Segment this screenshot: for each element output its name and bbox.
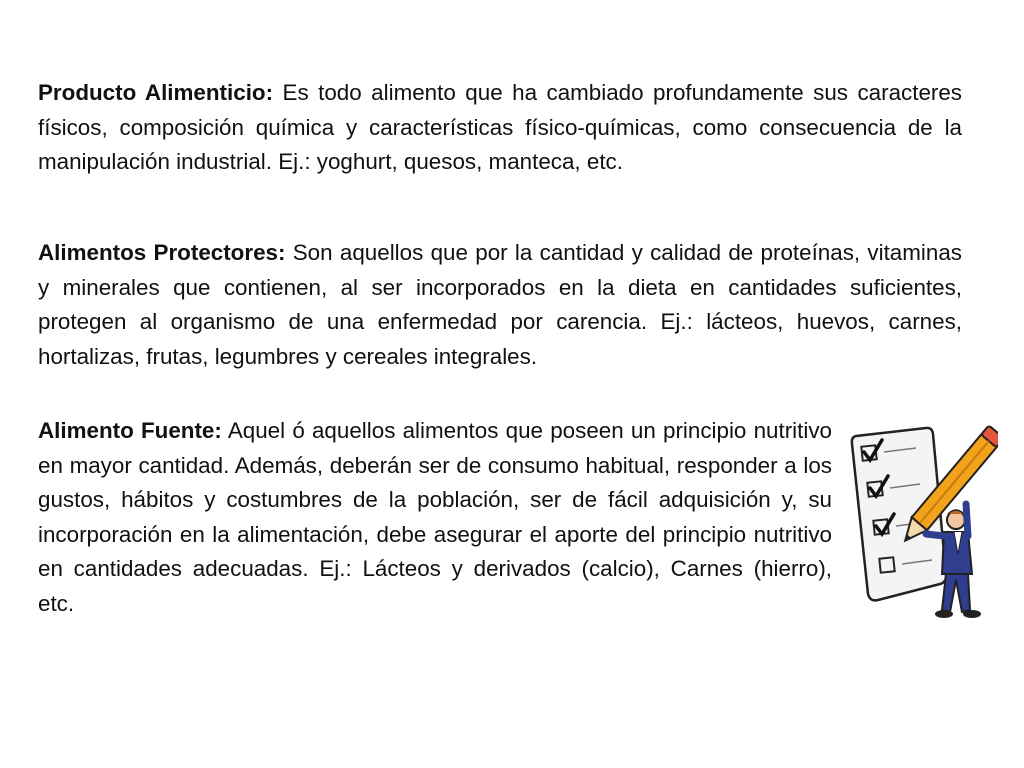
definition-producto-alimenticio: [38, 76, 962, 180]
checklist-pencil-man-icon: [848, 424, 998, 624]
definition-text: Son aquellos que por la cantidad y calidad de proteínas, vitaminas y minerales que contienen, al ser incorporados en la dieta en cantidades suficientes, protegen al organismo de una enfermedad por carencia. Ej.: lácteos, huevos, carnes, hortalizas, frutas, legumbres y cereales integrales.: [38, 240, 962, 369]
term-label: Alimento Fuente:: [38, 418, 222, 443]
definition-alimentos-protectores: [38, 236, 962, 374]
definition-text: Es todo alimento que ha cambiado profundamente sus caracteres físicos, composición química y características físico-químicas, como consecuencia de la manipulación industrial. Ej.: yoghurt, quesos, manteca, etc.: [38, 80, 962, 174]
definition-text: Aquel ó aquellos alimentos que poseen un principio nutritivo en mayor cantidad. Además, deberán ser de consumo habitual, responder a los gustos, hábitos y costumbres de la población, ser de fácil adquisición y, su incorporación en la alimentación, debe asegurar el aporte del principio nutritivo en cantidades adecuadas. Ej.: Lácteos y derivados (calcio), Carnes (hierro), etc.: [38, 418, 833, 616]
term-label: Alimentos Protectores:: [38, 240, 286, 265]
term-label: Producto Alimenticio:: [38, 80, 274, 105]
definition-alimento-fuente: [38, 414, 832, 621]
